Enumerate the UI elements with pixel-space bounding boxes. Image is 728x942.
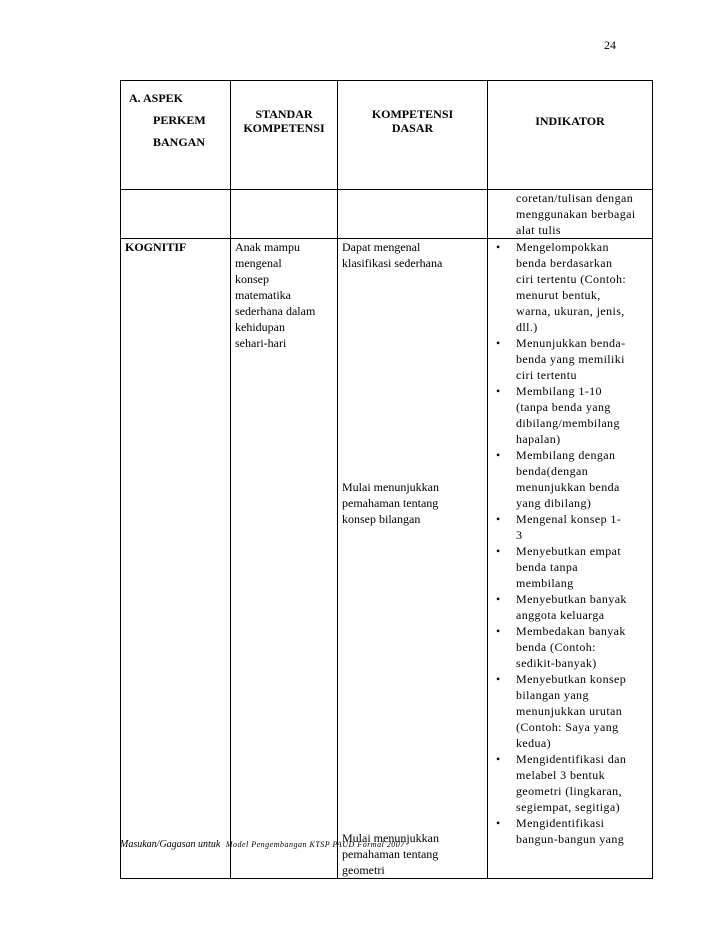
standar-line: kehidupan [235,320,285,334]
header-standar-line2: KOMPETENSI [243,121,325,135]
page-footer [120,839,405,850]
header-aspek-line2: PERKEM [153,113,206,127]
standar-line: konsep [235,272,269,286]
header-kompetensi-line1: KOMPETENSI [371,107,454,121]
continuation-row [121,190,653,239]
standar-line: mengenal [235,256,282,270]
bullet-icon: • [496,592,501,606]
standar-line: Anak mampu [235,240,300,254]
header-aspek-line1: A. ASPEK [129,91,184,105]
indikator-item: • Mengelompokkan benda berdasarkan ciri tertentu (Contoh: menurut bentuk, warna, ukuran, jenis, dll.) [496,240,627,334]
indikator-item: • Menyebutkan banyak anggota keluarga [496,592,627,622]
indikator-item: • Menunjukkan benda- benda yang memiliki ciri tertentu [496,336,626,382]
header-indikator [488,81,653,190]
bullet-icon: • [496,624,501,638]
aspek-label: KOGNITIF [125,240,187,254]
continuation-line: alat tulis [516,223,561,237]
footer-text-main: Masukan/Gagasan untuk [120,839,221,850]
standar-line: sederhana dalam [235,304,316,318]
indikator-item: • Menyebutkan konsep bilangan yang menunjukkan urutan (Contoh: Saya yang kedua) [496,672,627,750]
indikator-item: • Mengidentifikasi bangun-bangun yang [496,816,625,846]
header-standar-line1: STANDAR [255,107,313,121]
bullet-icon: • [496,512,501,526]
header-aspek-line3: BANGAN [153,135,206,149]
header-indikator-label: INDIKATOR [535,114,605,128]
continuation-line: menggunakan berbagai [516,207,636,221]
kognitif-row [121,239,653,879]
competency-table [120,80,653,879]
header-standar [231,81,338,190]
header-kompetensi-line2: DASAR [391,121,434,135]
bullet-icon: • [496,672,501,686]
bullet-icon: • [496,336,501,350]
indikator-item: • Membilang dengan benda(dengan menunjukkan benda yang dibilang) [496,448,620,510]
indikator-group [492,751,648,847]
page-number: 24 [604,38,616,52]
indikator-item: • Menyebutkan empat benda tanpa membilang [496,544,622,590]
bullet-icon: • [496,752,501,766]
bullet-icon: • [496,816,501,830]
table-header-row [121,81,653,190]
indikator-cell [488,239,653,879]
kompetensi-item: Mulai menunjukkan pemahaman tentang geometri [342,831,439,877]
bullet-icon: • [496,544,501,558]
bullet-icon: • [496,448,501,462]
continuation-line: coretan/tulisan dengan [516,191,634,205]
indikator-group [492,383,648,751]
indikator-item: • Membilang 1-10 (tanpa benda yang dibilang/membilang hapalan) [496,384,620,446]
kompetensi-cell [338,239,488,879]
standar-line: sehari-hari [235,336,287,350]
indikator-item: • Membedakan banyak benda (Contoh: sedikit-banyak) [496,624,626,670]
footer-text-sub: Model Pengembangan KTSP PAUD Formal 2007 [225,840,405,849]
bullet-icon: • [496,240,501,254]
bullet-icon: • [496,384,501,398]
standar-line: matematika [235,288,291,302]
kompetensi-item: Dapat mengenal klasifikasi sederhana [342,240,443,270]
indikator-item: • Mengenal konsep 1- 3 [496,512,622,542]
standar-cell [231,239,338,879]
indikator-group [492,239,648,383]
aspek-cell [121,239,231,879]
kompetensi-item: Mulai menunjukkan pemahaman tentang konsep bilangan [342,480,439,526]
header-kompetensi [338,81,488,190]
header-aspek [121,81,231,190]
continuation-indikator [488,190,653,239]
indikator-item: • Mengidentifikasi dan melabel 3 bentuk geometri (lingkaran, segiempat, segitiga) [496,752,627,814]
